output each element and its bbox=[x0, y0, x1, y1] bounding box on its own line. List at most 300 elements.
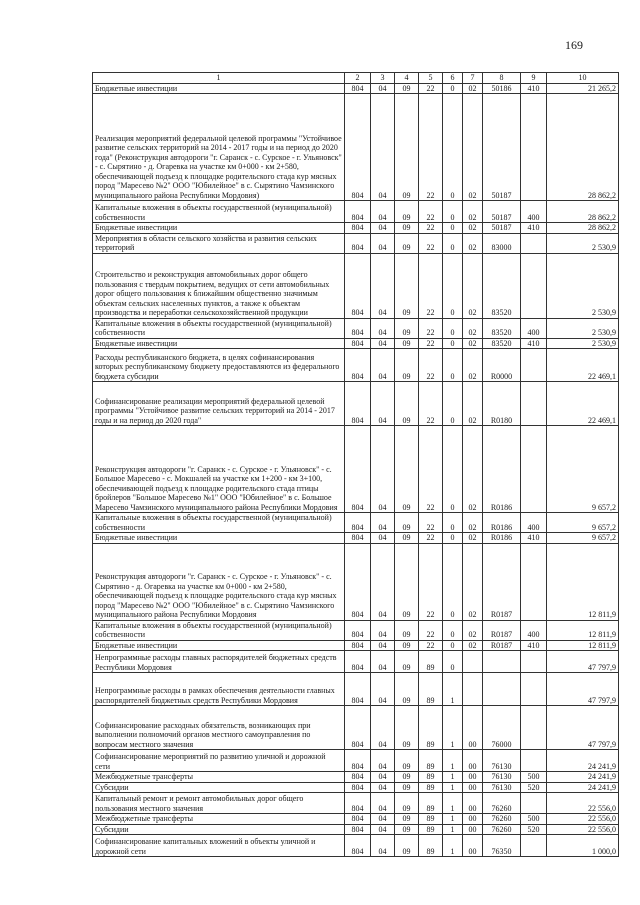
amount-value: 28 862,2 bbox=[547, 223, 619, 234]
col6-value: 0 bbox=[443, 513, 463, 533]
table-row bbox=[93, 814, 619, 825]
col7-value: 02 bbox=[463, 513, 483, 533]
col7-value: 02 bbox=[463, 382, 483, 426]
col6-value: 0 bbox=[443, 233, 463, 253]
col9-value bbox=[521, 349, 547, 382]
col4-value: 09 bbox=[395, 253, 419, 318]
row-description: Строительство и реконструкция автомобильных дорог общего пользования с твердым покрытием, ведущих от сети автомобильных дорог общего пользования к ближайшим общественно значимым объектам сельских населенных пунктов, а также к объектам производства и переработки сельскохозяйственной продукции bbox=[93, 253, 345, 318]
col6-value: 0 bbox=[443, 83, 463, 94]
amount-value: 9 657,2 bbox=[547, 426, 619, 513]
col5-value: 89 bbox=[419, 651, 443, 673]
amount-value: 21 265,2 bbox=[547, 83, 619, 94]
col5-value: 22 bbox=[419, 349, 443, 382]
col7-value: 02 bbox=[463, 94, 483, 201]
col8-value: R0186 bbox=[483, 426, 521, 513]
budget-table bbox=[92, 72, 619, 857]
table-row bbox=[93, 349, 619, 382]
col3-value: 04 bbox=[371, 513, 395, 533]
col2-value: 804 bbox=[345, 640, 371, 651]
col2-value: 804 bbox=[345, 543, 371, 620]
col5-value: 22 bbox=[419, 233, 443, 253]
col9-value: 400 bbox=[521, 318, 547, 338]
col2-value: 804 bbox=[345, 233, 371, 253]
amount-value: 22 469,1 bbox=[547, 349, 619, 382]
amount-value: 9 657,2 bbox=[547, 513, 619, 533]
col6-value: 1 bbox=[443, 772, 463, 783]
col5-value: 89 bbox=[419, 782, 443, 793]
col8-value: 50187 bbox=[483, 223, 521, 234]
col9-value: 410 bbox=[521, 338, 547, 349]
table-row bbox=[93, 223, 619, 234]
row-description: Реализация мероприятий федеральной целевой программы "Устойчивое развитие сельских территорий на 2014 - 2017 годы и на период до 2020 года" (Реконструкция автодороги "г. Саранск - с. Сурское - г. Ульяновск" - с. Сырятино - д. Огаревка на участке км 0+000 - км 2+580, обеспечивающей подъезд к площадке родительского стада кур мясных пород "Маресево №2" ООО "Юбилейное" в с. Сырятино Чамзинского муниципального района Республики Мордовия) bbox=[93, 94, 345, 201]
col9-value bbox=[521, 750, 547, 772]
col3-value: 04 bbox=[371, 426, 395, 513]
col4-value: 09 bbox=[395, 223, 419, 234]
col3-value: 04 bbox=[371, 706, 395, 750]
row-description: Непрограммные расходы в рамках обеспечения деятельности главных распорядителей бюджетных средств Республики Мордовия bbox=[93, 673, 345, 706]
col2-value: 804 bbox=[345, 201, 371, 223]
col8-value bbox=[483, 651, 521, 673]
col6-value: 0 bbox=[443, 533, 463, 544]
col4-value: 09 bbox=[395, 382, 419, 426]
col3-value: 04 bbox=[371, 750, 395, 772]
col8-value: 83520 bbox=[483, 253, 521, 318]
amount-value: 22 556,0 bbox=[547, 814, 619, 825]
col3-value: 04 bbox=[371, 640, 395, 651]
col6-value: 0 bbox=[443, 349, 463, 382]
col9-value: 400 bbox=[521, 620, 547, 640]
col4-value: 09 bbox=[395, 824, 419, 835]
col5-value: 22 bbox=[419, 382, 443, 426]
col2-value: 804 bbox=[345, 349, 371, 382]
amount-value: 22 556,0 bbox=[547, 793, 619, 814]
col7-value: 02 bbox=[463, 620, 483, 640]
table-row bbox=[93, 253, 619, 318]
col6-value: 0 bbox=[443, 94, 463, 201]
col6-value: 0 bbox=[443, 620, 463, 640]
table-row bbox=[93, 318, 619, 338]
col6-value: 0 bbox=[443, 651, 463, 673]
col8-value: R0180 bbox=[483, 382, 521, 426]
col2-value: 804 bbox=[345, 513, 371, 533]
table-row bbox=[93, 673, 619, 706]
row-description: Межбюджетные трансферты bbox=[93, 772, 345, 783]
col2-value: 804 bbox=[345, 83, 371, 94]
col8-value: R0186 bbox=[483, 513, 521, 533]
col7-value: 00 bbox=[463, 824, 483, 835]
col4-value: 09 bbox=[395, 349, 419, 382]
col7-value: 02 bbox=[463, 349, 483, 382]
row-description: Капитальные вложения в объекты государственной (муниципальной) собственности bbox=[93, 201, 345, 223]
col5-value: 89 bbox=[419, 793, 443, 814]
col2-value: 804 bbox=[345, 814, 371, 825]
col4-value: 09 bbox=[395, 233, 419, 253]
col8-value: 76130 bbox=[483, 772, 521, 783]
col7-value: 02 bbox=[463, 640, 483, 651]
column-header: 6 bbox=[443, 73, 463, 84]
row-description: Бюджетные инвестиции bbox=[93, 83, 345, 94]
col3-value: 04 bbox=[371, 349, 395, 382]
col6-value: 1 bbox=[443, 814, 463, 825]
row-description: Субсидии bbox=[93, 824, 345, 835]
col9-value bbox=[521, 706, 547, 750]
row-description: Софинансирование капитальных вложений в объекты уличной и дорожной сети bbox=[93, 835, 345, 857]
col8-value: R0000 bbox=[483, 349, 521, 382]
col2-value: 804 bbox=[345, 338, 371, 349]
col6-value: 0 bbox=[443, 382, 463, 426]
col6-value: 0 bbox=[443, 543, 463, 620]
amount-value: 24 241,9 bbox=[547, 772, 619, 783]
col5-value: 89 bbox=[419, 835, 443, 857]
col8-value: 76260 bbox=[483, 824, 521, 835]
table-row bbox=[93, 640, 619, 651]
col2-value: 804 bbox=[345, 824, 371, 835]
col3-value: 04 bbox=[371, 673, 395, 706]
col7-value: 00 bbox=[463, 814, 483, 825]
col8-value: 76350 bbox=[483, 835, 521, 857]
col3-value: 04 bbox=[371, 835, 395, 857]
table-row bbox=[93, 835, 619, 857]
col3-value: 04 bbox=[371, 620, 395, 640]
amount-value: 12 811,9 bbox=[547, 620, 619, 640]
col8-value: 76260 bbox=[483, 793, 521, 814]
table-row bbox=[93, 651, 619, 673]
column-header: 1 bbox=[93, 73, 345, 84]
col7-value: 02 bbox=[463, 533, 483, 544]
col5-value: 89 bbox=[419, 750, 443, 772]
col5-value: 89 bbox=[419, 814, 443, 825]
col3-value: 04 bbox=[371, 814, 395, 825]
amount-value: 2 530,9 bbox=[547, 338, 619, 349]
amount-value: 2 530,9 bbox=[547, 318, 619, 338]
table-row bbox=[93, 772, 619, 783]
col3-value: 04 bbox=[371, 772, 395, 783]
col4-value: 09 bbox=[395, 83, 419, 94]
column-header: 9 bbox=[521, 73, 547, 84]
row-description: Бюджетные инвестиции bbox=[93, 640, 345, 651]
column-header: 2 bbox=[345, 73, 371, 84]
col3-value: 04 bbox=[371, 318, 395, 338]
amount-value: 47 797,9 bbox=[547, 706, 619, 750]
col3-value: 04 bbox=[371, 651, 395, 673]
col5-value: 22 bbox=[419, 426, 443, 513]
col8-value bbox=[483, 673, 521, 706]
col7-value: 02 bbox=[463, 223, 483, 234]
col2-value: 804 bbox=[345, 318, 371, 338]
col3-value: 04 bbox=[371, 94, 395, 201]
amount-value: 12 811,9 bbox=[547, 543, 619, 620]
col2-value: 804 bbox=[345, 750, 371, 772]
col2-value: 804 bbox=[345, 772, 371, 783]
col9-value: 500 bbox=[521, 814, 547, 825]
col4-value: 09 bbox=[395, 94, 419, 201]
col7-value bbox=[463, 651, 483, 673]
col4-value: 09 bbox=[395, 772, 419, 783]
col2-value: 804 bbox=[345, 94, 371, 201]
col4-value: 09 bbox=[395, 814, 419, 825]
col7-value: 02 bbox=[463, 233, 483, 253]
col7-value bbox=[463, 673, 483, 706]
col8-value: 76130 bbox=[483, 750, 521, 772]
col9-value: 520 bbox=[521, 782, 547, 793]
col7-value: 02 bbox=[463, 426, 483, 513]
col5-value: 22 bbox=[419, 223, 443, 234]
col3-value: 04 bbox=[371, 338, 395, 349]
col4-value: 09 bbox=[395, 513, 419, 533]
col6-value: 1 bbox=[443, 793, 463, 814]
col5-value: 89 bbox=[419, 706, 443, 750]
col5-value: 22 bbox=[419, 620, 443, 640]
col3-value: 04 bbox=[371, 533, 395, 544]
table-header-row bbox=[93, 73, 619, 84]
col5-value: 22 bbox=[419, 543, 443, 620]
col6-value: 0 bbox=[443, 338, 463, 349]
col2-value: 804 bbox=[345, 223, 371, 234]
col6-value: 0 bbox=[443, 253, 463, 318]
col6-value: 1 bbox=[443, 824, 463, 835]
col2-value: 804 bbox=[345, 706, 371, 750]
table-row bbox=[93, 782, 619, 793]
row-description: Межбюджетные трансферты bbox=[93, 814, 345, 825]
row-description: Софинансирование реализации мероприятий федеральной целевой программы "Устойчивое развитие сельских территорий на 2014 - 2017 годы и на период до 2020 года" bbox=[93, 382, 345, 426]
col6-value: 1 bbox=[443, 706, 463, 750]
amount-value: 24 241,9 bbox=[547, 750, 619, 772]
amount-value: 22 556,0 bbox=[547, 824, 619, 835]
table-row bbox=[93, 338, 619, 349]
col5-value: 22 bbox=[419, 513, 443, 533]
col9-value bbox=[521, 651, 547, 673]
col8-value: R0187 bbox=[483, 640, 521, 651]
col7-value: 02 bbox=[463, 338, 483, 349]
col3-value: 04 bbox=[371, 782, 395, 793]
col6-value: 1 bbox=[443, 750, 463, 772]
col3-value: 04 bbox=[371, 201, 395, 223]
col9-value bbox=[521, 94, 547, 201]
col3-value: 04 bbox=[371, 223, 395, 234]
col9-value bbox=[521, 793, 547, 814]
col4-value: 09 bbox=[395, 533, 419, 544]
col4-value: 09 bbox=[395, 750, 419, 772]
col4-value: 09 bbox=[395, 782, 419, 793]
col8-value: 83000 bbox=[483, 233, 521, 253]
col4-value: 09 bbox=[395, 640, 419, 651]
col4-value: 09 bbox=[395, 201, 419, 223]
col2-value: 804 bbox=[345, 426, 371, 513]
col2-value: 804 bbox=[345, 253, 371, 318]
col4-value: 09 bbox=[395, 706, 419, 750]
column-header: 3 bbox=[371, 73, 395, 84]
col7-value: 00 bbox=[463, 835, 483, 857]
col7-value: 02 bbox=[463, 201, 483, 223]
amount-value: 12 811,9 bbox=[547, 640, 619, 651]
row-description: Мероприятия в области сельского хозяйства и развития сельских территорий bbox=[93, 233, 345, 253]
col6-value: 1 bbox=[443, 835, 463, 857]
col6-value: 1 bbox=[443, 782, 463, 793]
table-row bbox=[93, 83, 619, 94]
col5-value: 22 bbox=[419, 94, 443, 201]
col9-value: 500 bbox=[521, 772, 547, 783]
table-row bbox=[93, 620, 619, 640]
col9-value bbox=[521, 253, 547, 318]
col8-value: 83520 bbox=[483, 318, 521, 338]
col5-value: 22 bbox=[419, 253, 443, 318]
col9-value: 410 bbox=[521, 223, 547, 234]
col8-value: 50187 bbox=[483, 201, 521, 223]
col4-value: 09 bbox=[395, 793, 419, 814]
col4-value: 09 bbox=[395, 835, 419, 857]
col8-value: 83520 bbox=[483, 338, 521, 349]
col8-value: 76130 bbox=[483, 782, 521, 793]
col2-value: 804 bbox=[345, 673, 371, 706]
col5-value: 22 bbox=[419, 201, 443, 223]
col2-value: 804 bbox=[345, 620, 371, 640]
row-description: Субсидии bbox=[93, 782, 345, 793]
table-row bbox=[93, 543, 619, 620]
col9-value bbox=[521, 382, 547, 426]
col9-value bbox=[521, 835, 547, 857]
table-row bbox=[93, 94, 619, 201]
col8-value: R0187 bbox=[483, 620, 521, 640]
col7-value: 00 bbox=[463, 706, 483, 750]
col3-value: 04 bbox=[371, 543, 395, 620]
amount-value: 47 797,9 bbox=[547, 673, 619, 706]
col5-value: 22 bbox=[419, 338, 443, 349]
col8-value: R0187 bbox=[483, 543, 521, 620]
col9-value: 400 bbox=[521, 201, 547, 223]
col3-value: 04 bbox=[371, 233, 395, 253]
page-number: 169 bbox=[565, 38, 583, 52]
row-description: Софинансирование расходных обязательств, возникающих при выполнении полномочий органов местного самоуправления по вопросам местного значения bbox=[93, 706, 345, 750]
col9-value bbox=[521, 233, 547, 253]
col6-value: 0 bbox=[443, 640, 463, 651]
table-row bbox=[93, 793, 619, 814]
col8-value: 76260 bbox=[483, 814, 521, 825]
table-row bbox=[93, 382, 619, 426]
column-header: 4 bbox=[395, 73, 419, 84]
col4-value: 09 bbox=[395, 651, 419, 673]
row-description: Бюджетные инвестиции bbox=[93, 533, 345, 544]
row-description: Капитальные вложения в объекты государственной (муниципальной) собственности bbox=[93, 513, 345, 533]
col5-value: 89 bbox=[419, 772, 443, 783]
amount-value: 22 469,1 bbox=[547, 382, 619, 426]
column-header: 7 bbox=[463, 73, 483, 84]
col2-value: 804 bbox=[345, 533, 371, 544]
col7-value: 00 bbox=[463, 750, 483, 772]
row-description: Бюджетные инвестиции bbox=[93, 223, 345, 234]
col7-value: 02 bbox=[463, 83, 483, 94]
col5-value: 89 bbox=[419, 824, 443, 835]
col8-value: 50186 bbox=[483, 83, 521, 94]
col9-value bbox=[521, 426, 547, 513]
amount-value: 28 862,2 bbox=[547, 94, 619, 201]
column-header: 10 bbox=[547, 73, 619, 84]
row-description: Непрограммные расходы главных распорядителей бюджетных средств Республики Мордовия bbox=[93, 651, 345, 673]
col4-value: 09 bbox=[395, 543, 419, 620]
col8-value: 76000 bbox=[483, 706, 521, 750]
col9-value: 400 bbox=[521, 513, 547, 533]
col4-value: 09 bbox=[395, 620, 419, 640]
col2-value: 804 bbox=[345, 835, 371, 857]
row-description: Расходы республиканского бюджета, в целях софинансирования которых республиканскому бюджету предоставляются из федерального бюджета субсидии bbox=[93, 349, 345, 382]
col6-value: 0 bbox=[443, 223, 463, 234]
table-row bbox=[93, 706, 619, 750]
amount-value: 2 530,9 bbox=[547, 233, 619, 253]
col9-value bbox=[521, 673, 547, 706]
col5-value: 22 bbox=[419, 83, 443, 94]
table-row bbox=[93, 201, 619, 223]
amount-value: 47 797,9 bbox=[547, 651, 619, 673]
col9-value: 520 bbox=[521, 824, 547, 835]
amount-value: 1 000,0 bbox=[547, 835, 619, 857]
table-row bbox=[93, 426, 619, 513]
amount-value: 28 862,2 bbox=[547, 201, 619, 223]
col3-value: 04 bbox=[371, 83, 395, 94]
col4-value: 09 bbox=[395, 338, 419, 349]
col9-value: 410 bbox=[521, 640, 547, 651]
col9-value: 410 bbox=[521, 533, 547, 544]
row-description: Реконструкция автодороги "г. Саранск - с. Сурское - г. Ульяновск" - с. Сырятино - д. Огаревка на участке км 0+000 - км 2+580, обеспечивающей подъезд к площадке родительского стада кур мясных пород "Маресево №2" ООО "Юбилейное" в с. Сырятино Чамзинского муниципального района Республики Мордовия bbox=[93, 543, 345, 620]
col2-value: 804 bbox=[345, 382, 371, 426]
col2-value: 804 bbox=[345, 651, 371, 673]
table-row bbox=[93, 824, 619, 835]
col7-value: 00 bbox=[463, 793, 483, 814]
row-description: Бюджетные инвестиции bbox=[93, 338, 345, 349]
col6-value: 1 bbox=[443, 673, 463, 706]
table-body bbox=[93, 83, 619, 857]
col6-value: 0 bbox=[443, 426, 463, 513]
col8-value: R0186 bbox=[483, 533, 521, 544]
col6-value: 0 bbox=[443, 318, 463, 338]
row-description: Капитальные вложения в объекты государственной (муниципальной) собственности bbox=[93, 620, 345, 640]
col7-value: 02 bbox=[463, 543, 483, 620]
col7-value: 00 bbox=[463, 772, 483, 783]
col6-value: 0 bbox=[443, 201, 463, 223]
col7-value: 00 bbox=[463, 782, 483, 793]
col2-value: 804 bbox=[345, 782, 371, 793]
amount-value: 24 241,9 bbox=[547, 782, 619, 793]
col3-value: 04 bbox=[371, 382, 395, 426]
col5-value: 22 bbox=[419, 533, 443, 544]
row-description: Капитальный ремонт и ремонт автомобильных дорог общего пользования местного значения bbox=[93, 793, 345, 814]
col3-value: 04 bbox=[371, 793, 395, 814]
col4-value: 09 bbox=[395, 673, 419, 706]
col3-value: 04 bbox=[371, 253, 395, 318]
row-description: Капитальные вложения в объекты государственной (муниципальной) собственности bbox=[93, 318, 345, 338]
col5-value: 22 bbox=[419, 318, 443, 338]
amount-value: 2 530,9 bbox=[547, 253, 619, 318]
row-description: Софинансирование мероприятий по развитию уличной и дорожной сети bbox=[93, 750, 345, 772]
col7-value: 02 bbox=[463, 253, 483, 318]
column-header: 5 bbox=[419, 73, 443, 84]
col7-value: 02 bbox=[463, 318, 483, 338]
table-row bbox=[93, 750, 619, 772]
col5-value: 22 bbox=[419, 640, 443, 651]
table-row bbox=[93, 533, 619, 544]
col4-value: 09 bbox=[395, 426, 419, 513]
table-row bbox=[93, 513, 619, 533]
col8-value: 50187 bbox=[483, 94, 521, 201]
col5-value: 89 bbox=[419, 673, 443, 706]
col9-value bbox=[521, 543, 547, 620]
row-description: Реконструкция автодороги "г. Саранск - с. Сурское - г. Ульяновск" - с. Большое Маресево - с. Мокшалей на участке км 1+200 - км 3+100, обеспечивающей подъезд к площадке родительского стада птицы бройлеров "Большое Маресево №1" ООО "Юбилейное" в с. Большое Маресево Чамзинского муниципального района Республики Мордовия bbox=[93, 426, 345, 513]
column-header: 8 bbox=[483, 73, 521, 84]
col9-value: 410 bbox=[521, 83, 547, 94]
table-row bbox=[93, 233, 619, 253]
col4-value: 09 bbox=[395, 318, 419, 338]
col2-value: 804 bbox=[345, 793, 371, 814]
amount-value: 9 657,2 bbox=[547, 533, 619, 544]
col3-value: 04 bbox=[371, 824, 395, 835]
